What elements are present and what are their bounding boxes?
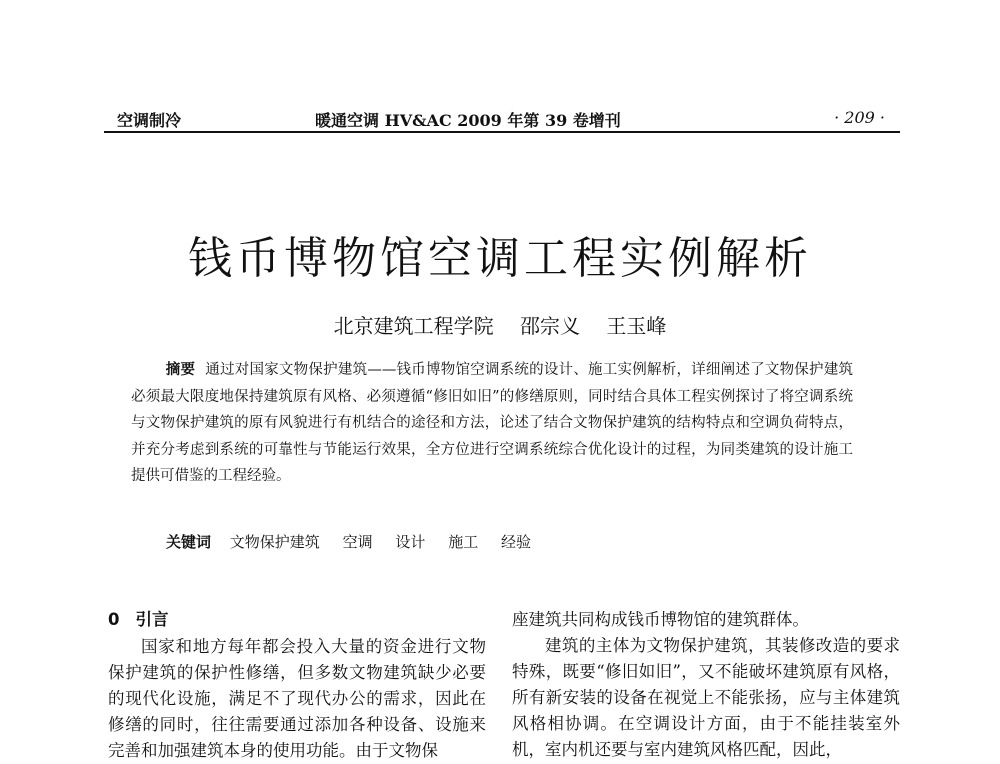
running-header xyxy=(117,106,897,132)
header-page-number: · 209 · xyxy=(834,108,885,127)
body-paragraph-continued: 座建筑共同构成钱币博物馆的建筑群体。 xyxy=(512,610,809,629)
header-rule xyxy=(104,131,900,133)
paper-title: 钱币博物馆空调工程实例解析 xyxy=(188,233,812,284)
keyword: 经验 xyxy=(500,533,531,551)
keyword: 施工 xyxy=(448,533,479,551)
body-paragraph: 建筑的主体为文物保护建筑，其装修改造的要求特殊，既要“修旧如旧”，又不能破坏建筑原有风格，所有新安装的设备在视觉上不能张扬，应与主体建筑风格相协调。在空调设计方面，由于不能挂装室外机，室内机还要与室内建筑风格匹配，因此， xyxy=(512,636,900,759)
keyword: 空调 xyxy=(342,533,373,551)
author-name: 王玉峰 xyxy=(606,314,667,338)
section-title: 引言 xyxy=(135,610,169,629)
body-paragraph: 国家和地方每年都会投入大量的资金进行文物保护建筑的保护性修缮，但多数文物建筑缺少必要的现代化设施，满足不了现代办公的需求，因此在修缮的同时，往往需要通过添加各种设备、设施来完善和加强建筑本身的使用功能。由于文物保 xyxy=(108,637,486,760)
section-number: 0 xyxy=(108,610,120,629)
keyword: 文物保护建筑 xyxy=(229,533,320,551)
author-line xyxy=(0,310,1000,339)
keyword: 设计 xyxy=(395,533,426,551)
section-heading xyxy=(108,607,486,633)
author-institution: 北京建筑工程学院 xyxy=(333,314,494,338)
header-section-name: 空调制冷 xyxy=(117,111,182,130)
body-right-column xyxy=(512,607,900,763)
keywords-label: 关键词 xyxy=(166,533,212,551)
body-left-column xyxy=(108,607,486,764)
author-name: 邵宗义 xyxy=(520,314,580,338)
keywords xyxy=(166,531,549,552)
header-journal-info: 暖通空调 HV&AC 2009 年第 39 卷增刊 xyxy=(315,111,621,130)
abstract xyxy=(131,357,853,490)
abstract-label: 摘要 xyxy=(165,361,196,378)
abstract-text: 通过对国家文物保护建筑——钱币博物馆空调系统的设计、施工实例解析，详细阐述了文物保护建筑必须最大限度地保持建筑原有风格、必须遵循“修旧如旧”的修缮原则，同时结合具体工程实例探讨了将空调系统与文物保护建筑的原有风貌进行有机结合的途径和方法，论述了结合文物保护建筑的结构特点和空调负荷特点，并充分考虑到系统的可靠性与节能运行效果，全方位进行空调系统综合优化设计的过程，为同类建筑的设计施工提供可借鉴的工程经验。 xyxy=(131,362,854,484)
